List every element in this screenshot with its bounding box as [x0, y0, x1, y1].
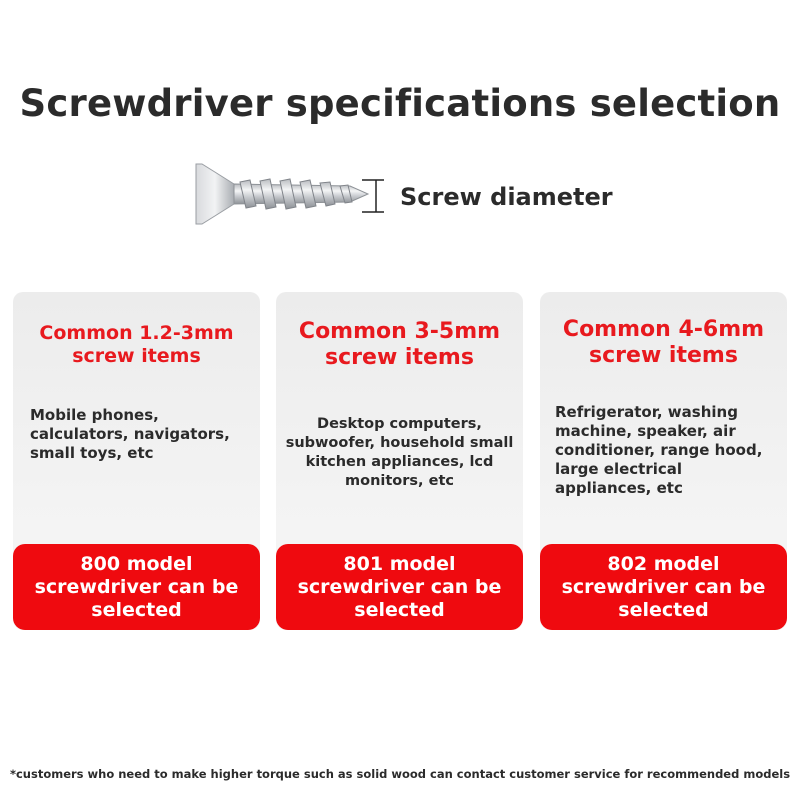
footnote: *customers who need to make higher torque such as solid wood can contact customer service for recommended models	[9, 767, 791, 781]
card-description: Desktop computers, subwoofer, household small kitchen appliances, lcd monitors, etc	[285, 416, 514, 489]
screw-illustration	[190, 160, 390, 230]
spec-card-801	[276, 292, 523, 630]
screw-diameter-label: Screw diameter	[400, 183, 613, 211]
card-title: Common 4-6mm screw items	[562, 317, 765, 369]
model-801-banner: 801 model screwdriver can be selected	[276, 544, 523, 630]
card-description: Refrigerator, washing machine, speaker, air conditioner, range hood, large electrical appliances, etc	[555, 403, 763, 497]
model-802-banner: 802 model screwdriver can be selected	[540, 544, 787, 630]
dimension-bracket-icon	[358, 176, 388, 216]
card-title: Common 1.2-3mm screw items	[39, 322, 234, 367]
spec-card-802	[540, 292, 787, 630]
model-800-banner: 800 model screwdriver can be selected	[13, 544, 260, 630]
card-title: Common 3-5mm screw items	[298, 319, 501, 371]
page-title: Screwdriver specifications selection	[19, 82, 781, 125]
spec-card-800	[13, 292, 260, 630]
card-description: Mobile phones, calculators, navigators, small toys, etc	[30, 406, 230, 462]
